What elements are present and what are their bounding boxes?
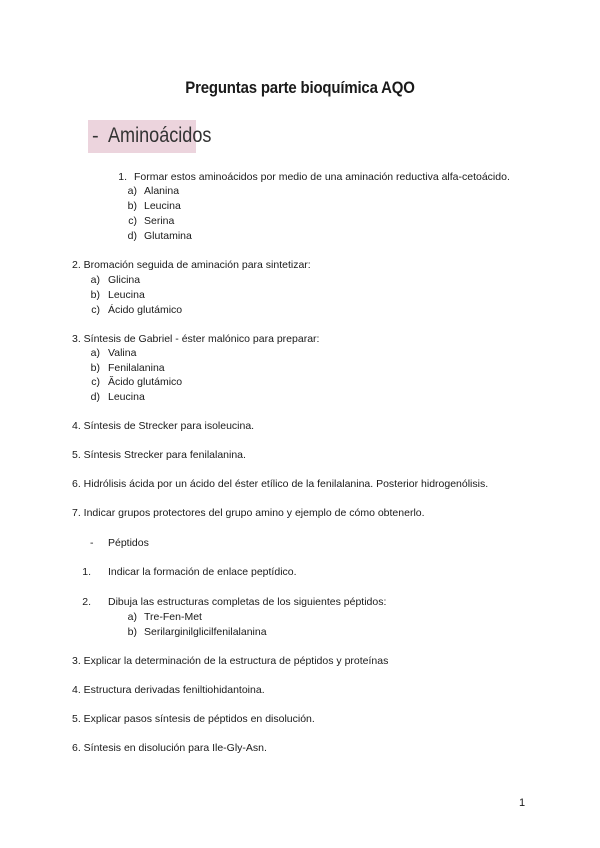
q3-item-c: Ăcido glutámico (108, 376, 183, 388)
p3-text: 3. Explicar la determinación de la estructura de péptidos y proteínas (72, 655, 389, 667)
p6-text: 6. Síntesis en disolución para Ile-Gly-Asn. (72, 742, 267, 754)
q1-text: Formar estos aminoácidos por medio de una aminación reductiva alfa-cetoácido. (134, 171, 510, 183)
p2-item-b: Serilarginilglicilfenilalanina (144, 626, 267, 638)
q3-item-c-label: c) (91, 376, 100, 388)
section-heading-aminoacidos: Aminoácidos (108, 124, 212, 147)
section-heading-peptidos: Péptidos (108, 537, 149, 549)
q2-item-b-label: b) (90, 289, 100, 301)
section2-dash: - (90, 537, 94, 549)
page-number: 1 (519, 797, 526, 809)
q2-text: 2. Bromación seguida de aminación para sintetizar: (72, 259, 311, 271)
q1-item-a-label: a) (127, 185, 137, 197)
q3-item-d-label: d) (90, 391, 100, 403)
q3-text: 3. Síntesis de Gabriel - éster malónico para preparar: (72, 333, 320, 345)
p1-number: 1. (82, 566, 91, 578)
p5-text: 5. Explicar pasos síntesis de péptidos en disolución. (72, 713, 315, 725)
q1-item-c-label: c) (128, 215, 137, 227)
q1-item-a: Alanina (144, 185, 180, 197)
p1-text: Indicar la formación de enlace peptídico. (108, 566, 297, 578)
q5-text: 5. Síntesis Strecker para fenilalanina. (72, 449, 246, 461)
p2-item-a-label: a) (127, 611, 137, 623)
q2-item-a: Glicina (108, 274, 141, 286)
q6-text: 6. Hidrólisis ácida por un ácido del éster etílico de la fenilalanina. Posterior hidrogenólisis. (72, 478, 489, 490)
q2-item-c-label: c) (91, 304, 100, 316)
section-heading-dash: - (92, 125, 99, 147)
page-title: Preguntas parte bioquímica AQO (185, 78, 415, 97)
q1-item-c: Serina (144, 215, 175, 227)
q2-item-b: Leucina (108, 289, 145, 301)
q1-item-d-label: d) (127, 230, 137, 242)
p4-text: 4. Estructura derivadas feniltiohidantoina. (72, 684, 265, 696)
p2-text: Dibuja las estructuras completas de los siguientes péptidos: (108, 596, 387, 608)
q3-item-a: Valina (108, 347, 137, 359)
q1-item-d: Glutamina (144, 230, 192, 242)
q7-text: 7. Indicar grupos protectores del grupo amino y ejemplo de cómo obtenerlo. (72, 507, 425, 519)
q3-item-b: Fenilalanina (108, 362, 165, 374)
q3-item-b-label: b) (90, 362, 100, 374)
q1-item-b: Leucina (144, 200, 181, 212)
q3-item-a-label: a) (90, 347, 100, 359)
p2-number: 2. (82, 596, 91, 608)
q2-item-c: Ácido glutámico (108, 304, 183, 316)
q3-item-d: Leucina (108, 391, 145, 403)
p2-item-a: Tre-Fen-Met (144, 611, 202, 623)
q1-number: 1. (118, 171, 127, 183)
q1-item-b-label: b) (127, 200, 137, 212)
p2-item-b-label: b) (127, 626, 137, 638)
q4-text: 4. Síntesis de Strecker para isoleucina. (72, 420, 255, 432)
q2-item-a-label: a) (90, 274, 100, 286)
